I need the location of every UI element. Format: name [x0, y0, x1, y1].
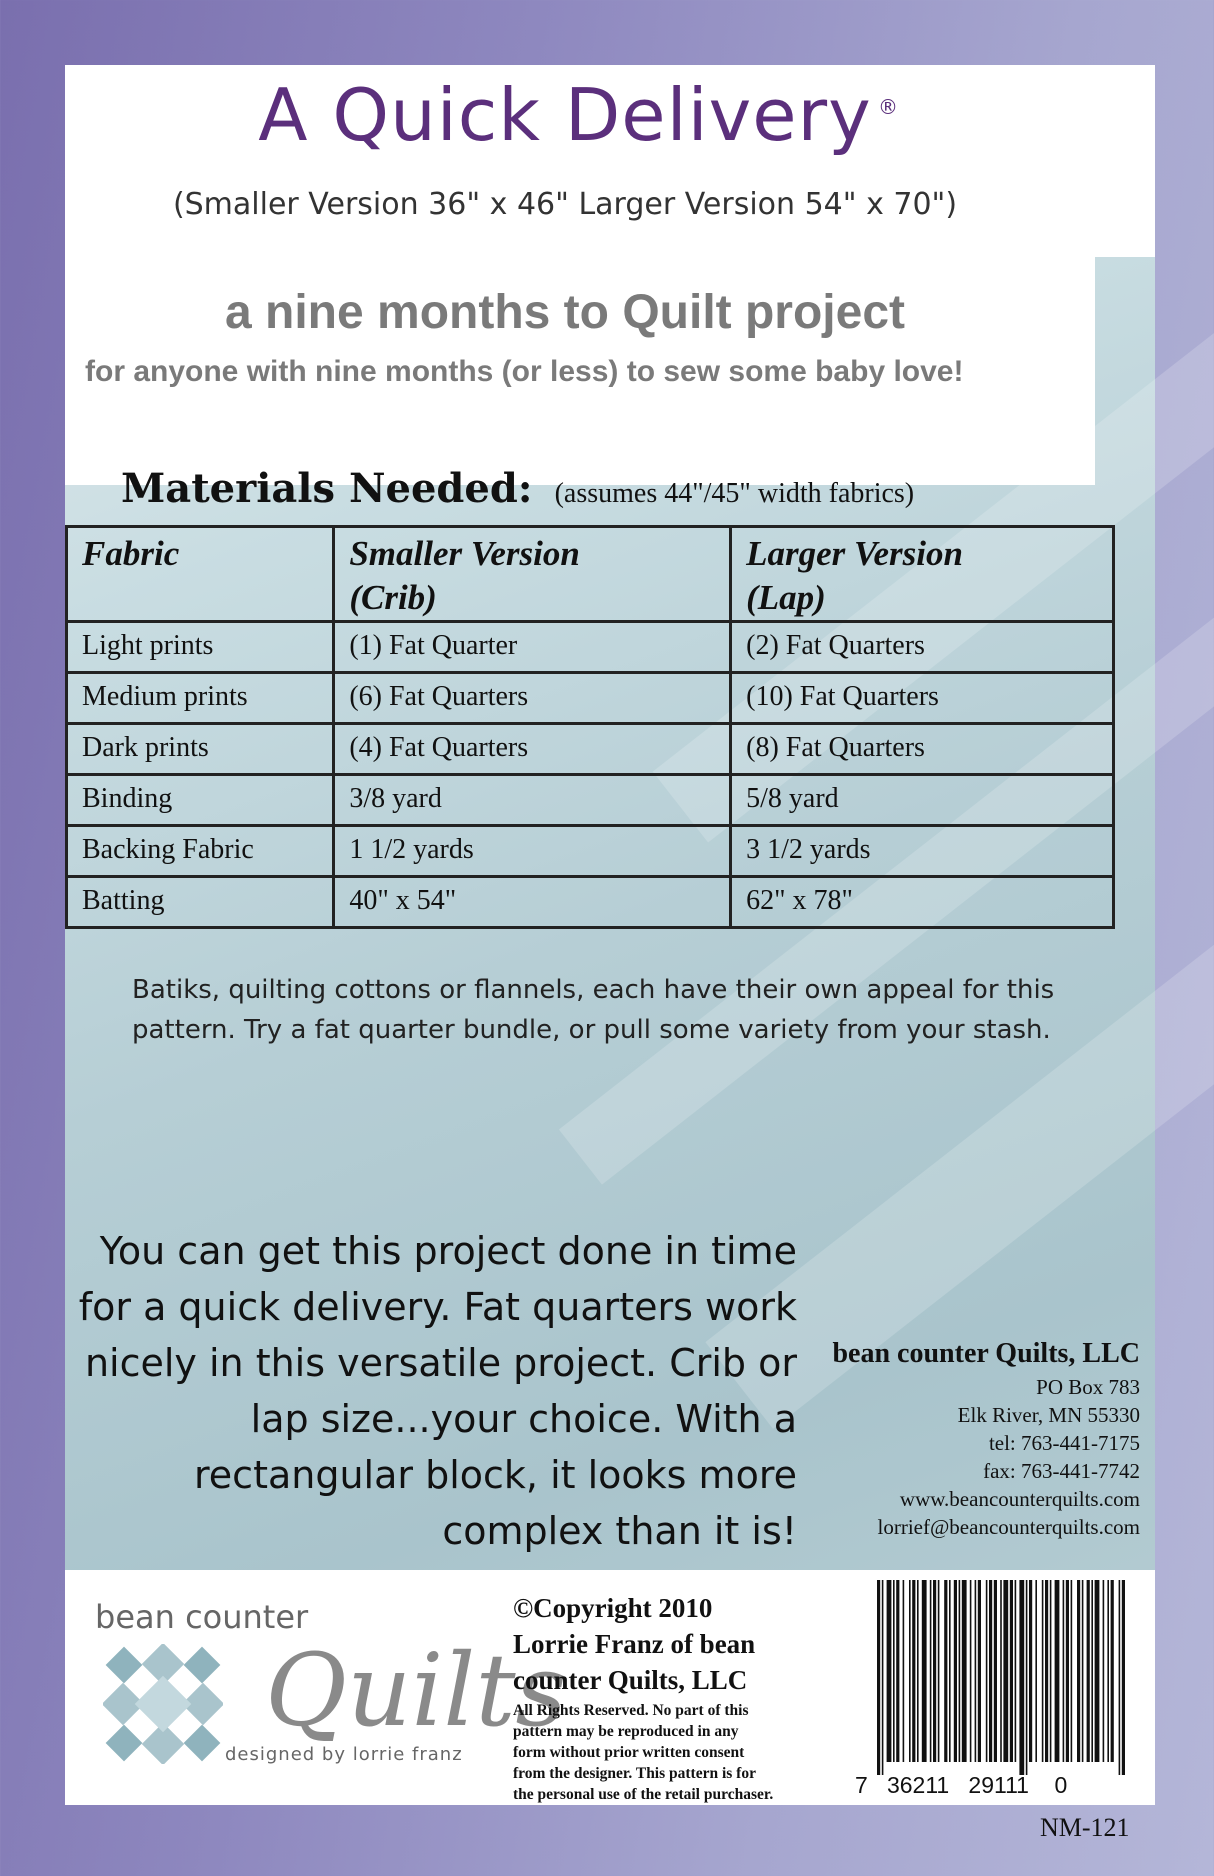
barcode-bar: [1050, 1580, 1052, 1762]
logo-tagline: designed by lorrie franz: [225, 1744, 463, 1765]
materials-title: Materials Needed:: [121, 465, 533, 512]
website-link[interactable]: www.beancounterquilts.com: [899, 1487, 1140, 1511]
barcode-bar: [1111, 1580, 1114, 1762]
fabric-note: Batiks, quilting cottons or flannels, each have their own appeal for this pattern. Try a fat quarter bundle, or pull some variety from your stash.: [132, 975, 1055, 1045]
table-cell: 3/8 yard: [334, 775, 731, 826]
materials-heading: [121, 465, 914, 512]
table-row: [67, 826, 1114, 877]
barcode-bar: [1077, 1580, 1080, 1762]
table-cell: 3 1/2 yards: [731, 826, 1114, 877]
barcode-bar: [1000, 1580, 1002, 1762]
barcode-bar: [1003, 1580, 1008, 1762]
barcode-bar: [959, 1580, 961, 1762]
barcode-bar: [1119, 1580, 1121, 1775]
table-row: [67, 724, 1114, 775]
address-line: Elk River, MN 55330: [957, 1403, 1140, 1427]
column-header-smaller: Smaller Version (Crib): [334, 527, 731, 622]
barcode-bar: [975, 1580, 977, 1762]
barcode-bar: [954, 1580, 957, 1762]
table-cell: 5/8 yard: [731, 775, 1114, 826]
registered-mark: ®: [878, 95, 898, 119]
table-cell: Batting: [67, 877, 334, 928]
barcode-bar: [944, 1580, 947, 1762]
tagline-subline: for anyone with nine months (or less) to sew some baby love!: [85, 355, 964, 388]
barcode-bar: [970, 1580, 972, 1762]
barcode-bar: [989, 1580, 992, 1762]
table-cell: (4) Fat Quarters: [334, 724, 731, 775]
barcode-bar: [917, 1580, 919, 1762]
barcode-bar: [893, 1580, 895, 1762]
quilt-block-icon: [103, 1644, 223, 1764]
pattern-title: A Quick Delivery: [258, 73, 872, 157]
company-name: bean counter Quilts, LLC: [832, 1338, 1140, 1369]
barcode-bar: [903, 1580, 905, 1762]
table-row: [67, 877, 1114, 928]
barcode-bar: [1045, 1580, 1048, 1762]
barcode-bar: [1107, 1580, 1109, 1762]
barcode-bar: [1103, 1580, 1105, 1762]
barcode-bar: [1035, 1580, 1037, 1762]
barcode-digits: 7 36211 29111 0: [855, 1772, 1068, 1798]
barcode-bar: [1066, 1580, 1069, 1762]
table-cell: (6) Fat Quarters: [334, 673, 731, 724]
pattern-back-cover: [65, 65, 1155, 1805]
title-panel: [65, 65, 1155, 257]
column-header-fabric: Fabric: [67, 527, 334, 622]
barcode-bar: [938, 1580, 940, 1762]
barcode-bar: [1095, 1580, 1100, 1762]
table-row: [67, 775, 1114, 826]
barcode-bar: [1082, 1580, 1084, 1762]
barcode-bar: [949, 1580, 951, 1762]
brand-logo: [95, 1592, 567, 1792]
logo-wordmark-top: bean counter: [95, 1598, 309, 1636]
copyright-notice: [513, 1590, 833, 1805]
table-cell: (10) Fat Quarters: [731, 673, 1114, 724]
barcode-bar: [882, 1580, 884, 1775]
barcode-bar: [922, 1580, 927, 1762]
barcode-bar: [1019, 1580, 1024, 1775]
table-row: [67, 622, 1114, 673]
upc-barcode: [855, 1580, 1145, 1798]
table-cell: 62" x 78": [731, 877, 1114, 928]
barcode-bar: [1091, 1580, 1093, 1762]
tagline-headline: a nine months to Quilt project: [224, 286, 905, 339]
barcode-bars: [855, 1580, 1145, 1775]
table-cell: Dark prints: [67, 724, 334, 775]
copyright-body: All Rights Reserved. No part of this pattern may be reproduced in any form without prior written consent from the designer. This pattern is for the personal use of the retail purchaser.: [513, 1702, 774, 1803]
tagline-panel: [65, 257, 1095, 485]
copyright-title: ©Copyright 2010 Lorrie Franz of bean counter Quilts, LLC: [513, 1593, 756, 1695]
barcode-bar: [994, 1580, 997, 1762]
barcode-bar: [962, 1580, 967, 1762]
barcode-bar: [1063, 1580, 1065, 1762]
barcode-bar: [1042, 1580, 1044, 1762]
barcode-bar: [1010, 1580, 1013, 1762]
barcode-bar: [1029, 1580, 1032, 1762]
size-subtitle: (Smaller Version 36" x 46" Larger Version 54" x 70"): [172, 187, 958, 222]
table-cell: Binding: [67, 775, 334, 826]
barcode-bar: [909, 1580, 911, 1762]
footer-panel: [65, 1570, 1155, 1805]
table-cell: (1) Fat Quarter: [334, 622, 731, 673]
table-cell: Light prints: [67, 622, 334, 673]
barcode-bar: [933, 1580, 936, 1762]
barcode-bar: [978, 1580, 981, 1762]
barcode-bar: [896, 1580, 899, 1762]
table-cell: (8) Fat Quarters: [731, 724, 1114, 775]
table-row: [67, 673, 1114, 724]
table-cell: Medium prints: [67, 673, 334, 724]
column-header-larger: Larger Version (Lap): [731, 527, 1114, 622]
logo-wordmark-script: Quilts: [265, 1632, 567, 1749]
barcode-bar: [986, 1580, 988, 1762]
materials-table: [65, 525, 1115, 929]
promo-text: You can get this project done in time for a quick delivery. Fat quarters work nicely in this versatile project. Crib or lap size...your choice. With a rectangular block, it looks more complex than it is!: [78, 1229, 797, 1553]
barcode-bar: [887, 1580, 892, 1762]
table-cell: 40" x 54": [334, 877, 731, 928]
materials-note: (assumes 44"/45" width fabrics): [554, 478, 915, 509]
email-link[interactable]: lorrief@beancounterquilts.com: [877, 1515, 1140, 1539]
table-cell: (2) Fat Quarters: [731, 622, 1114, 673]
product-code: NM-121: [1040, 1813, 1130, 1842]
address-line: PO Box 783: [1036, 1375, 1140, 1399]
barcode-bar: [930, 1580, 932, 1762]
barcode-bar: [1122, 1580, 1125, 1775]
contact-info: [800, 1335, 1140, 1541]
table-cell: Backing Fabric: [67, 826, 334, 877]
barcode-bar: [1055, 1580, 1060, 1762]
barcode-bar: [1015, 1580, 1017, 1762]
barcode-bar: [912, 1580, 915, 1762]
barcode-bar: [877, 1580, 880, 1775]
barcode-bar: [1026, 1580, 1028, 1775]
fax: fax: 763-441-7742: [983, 1459, 1140, 1483]
barcode-bar: [1087, 1580, 1090, 1762]
table-cell: 1 1/2 yards: [334, 826, 731, 877]
barcode-bar: [1071, 1580, 1073, 1762]
phone: tel: 763-441-7175: [988, 1431, 1140, 1455]
table-header-row: [67, 527, 1114, 622]
